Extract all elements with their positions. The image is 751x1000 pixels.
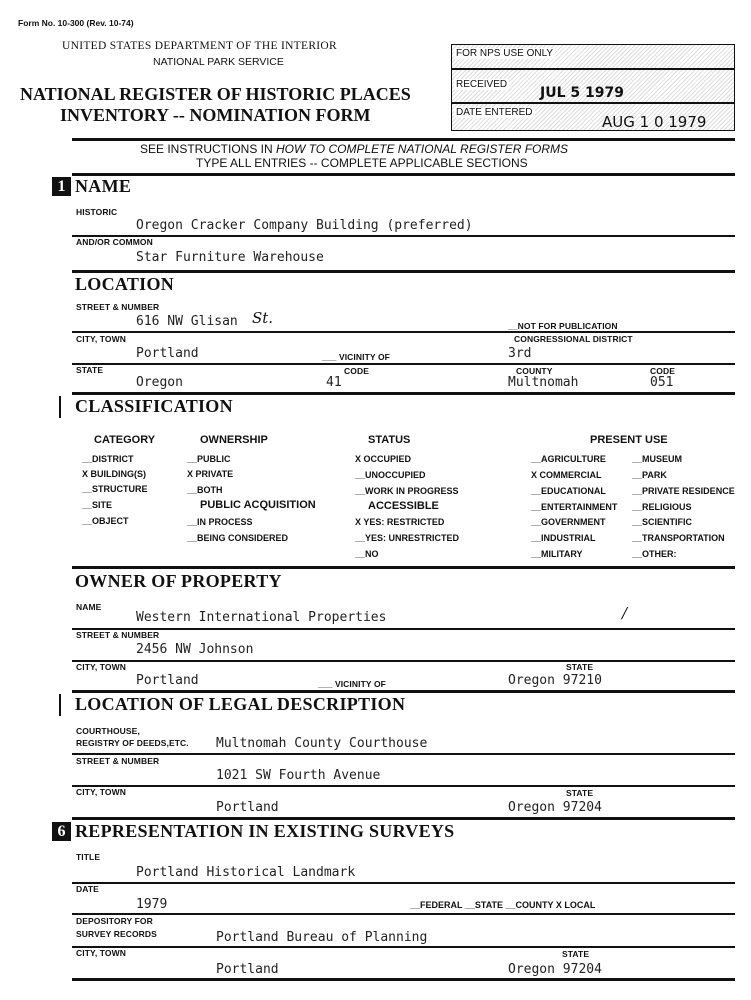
bottom-rule [72, 978, 735, 981]
survey-title-label: TITLE [76, 852, 101, 862]
rule [72, 628, 735, 630]
service: NATIONAL PARK SERVICE [153, 56, 284, 68]
survey-title-value: Portland Historical Landmark [136, 865, 356, 880]
section-title-location: LOCATION [75, 274, 175, 294]
section-title-surveys: REPRESENTATION IN EXISTING SURVEYS [75, 821, 455, 841]
owner-street-label: STREET & NUMBER [76, 630, 160, 640]
street-label: STREET & NUMBER [76, 302, 160, 312]
use-agriculture[interactable]: __AGRICULTURE [531, 454, 606, 464]
category-district[interactable]: __DISTRICT [82, 454, 134, 464]
received-label: RECEIVED [456, 79, 508, 90]
section-title-name: NAME [75, 176, 132, 196]
use-park[interactable]: __PARK [632, 470, 667, 480]
city-label: CITY, TOWN [76, 334, 126, 344]
status-occupied[interactable]: X OCCUPIED [355, 454, 412, 464]
section-rule [72, 173, 735, 176]
rule [72, 882, 735, 884]
rule [72, 913, 735, 915]
section-rule [72, 817, 735, 820]
legal-street-value: 1021 SW Fourth Avenue [216, 768, 381, 783]
owner-state-label: STATE [566, 662, 594, 672]
city-value: Portland [136, 346, 199, 361]
survey-city-label: CITY, TOWN [76, 948, 126, 958]
courthouse-label-2: REGISTRY OF DEEDS,ETC. [76, 738, 189, 748]
use-government[interactable]: __GOVERNMENT [531, 517, 606, 527]
survey-levels[interactable]: __FEDERAL __STATE __COUNTY X LOCAL [410, 900, 596, 910]
use-transportation[interactable]: __TRANSPORTATION [632, 533, 725, 543]
owner-name-value: Western International Properties [136, 610, 387, 625]
use-military[interactable]: __MILITARY [531, 549, 583, 559]
use-entertainment[interactable]: __ENTERTAINMENT [531, 502, 618, 512]
county-value: Multnomah [508, 375, 579, 390]
survey-state-value: Oregon 97204 [508, 962, 602, 977]
section-number-badge: 1 [52, 177, 71, 196]
nps-use-box [451, 44, 735, 131]
survey-date-value: 1979 [136, 897, 168, 912]
rule [72, 946, 735, 948]
category-site[interactable]: __SITE [82, 500, 113, 510]
status-work-in-progress[interactable]: __WORK IN PROGRESS [355, 486, 459, 496]
accessible-no[interactable]: __NO [355, 549, 379, 559]
street-value: 616 NW Glisan [136, 314, 238, 329]
owner-name-mark: / [622, 604, 628, 622]
street-handwritten: St. [252, 309, 274, 327]
accessible-heading: ACCESSIBLE [368, 500, 439, 512]
historic-label: HISTORIC [76, 207, 118, 217]
ownership-private[interactable]: X PRIVATE [187, 469, 234, 479]
section-rule [72, 392, 735, 395]
survey-state-label: STATE [562, 949, 590, 959]
rule [72, 235, 735, 237]
code-label: CODE [344, 366, 369, 376]
category-building[interactable]: X BUILDING(S) [82, 469, 146, 479]
present-use-heading: PRESENT USE [590, 434, 668, 446]
instructions-rule [72, 138, 735, 141]
county-label: COUNTY [516, 366, 553, 376]
owner-street-value: 2456 NW Johnson [136, 642, 254, 657]
instructions-line1: SEE INSTRUCTIONS IN HOW TO COMPLETE NATIONAL REGISTER FORMS [140, 142, 569, 156]
use-scientific[interactable]: __SCIENTIFIC [632, 517, 693, 527]
owner-city-value: Portland [136, 673, 199, 688]
category-heading: CATEGORY [94, 434, 156, 446]
section-title-owner: OWNER OF PROPERTY [75, 571, 282, 591]
accessible-unrestricted[interactable]: __YES: UNRESTRICTED [355, 533, 460, 543]
rule [72, 363, 735, 365]
owner-state-value: Oregon 97210 [508, 673, 602, 688]
county-code-value: 051 [650, 375, 674, 390]
use-private-residence[interactable]: __PRIVATE RESIDENCE [632, 486, 735, 496]
survey-city-value: Portland [216, 962, 279, 977]
congressional-value: 3rd [508, 346, 532, 361]
acquisition-being-considered[interactable]: __BEING CONSIDERED [187, 533, 289, 543]
margin-mark [59, 694, 61, 716]
date-entered-stamp: AUG 1 0 1979 [602, 113, 707, 131]
status-heading: STATUS [368, 434, 411, 446]
common-value: Star Furniture Warehouse [136, 250, 324, 265]
received-stamp: JUL 5 1979 [540, 85, 624, 101]
nps-heading: FOR NPS USE ONLY [456, 48, 554, 59]
section-title-classification: CLASSIFICATION [75, 396, 233, 416]
legal-state-label: STATE [566, 788, 594, 798]
nps-divider-1 [452, 68, 734, 70]
legal-street-label: STREET & NUMBER [76, 756, 160, 766]
margin-mark [59, 396, 61, 418]
depository-label-2: SURVEY RECORDS [76, 929, 157, 939]
category-object[interactable]: __OBJECT [82, 516, 129, 526]
legal-state-value: Oregon 97204 [508, 800, 602, 815]
section-title-legal: LOCATION OF LEGAL DESCRIPTION [75, 694, 406, 714]
department: UNITED STATES DEPARTMENT OF THE INTERIOR [62, 40, 338, 52]
use-religious[interactable]: __RELIGIOUS [632, 502, 692, 512]
courthouse-label-1: COURTHOUSE, [76, 726, 140, 736]
use-industrial[interactable]: __INDUSTRIAL [531, 533, 596, 543]
ownership-public[interactable]: __PUBLIC [187, 454, 231, 464]
depository-label-1: DEPOSITORY FOR [76, 916, 153, 926]
ownership-heading: OWNERSHIP [200, 434, 268, 446]
courthouse-value: Multnomah County Courthouse [216, 736, 428, 751]
owner-vicinity: ___ VICINITY OF [318, 679, 386, 689]
county-code-label: CODE [650, 366, 675, 376]
rule [72, 785, 735, 787]
accessible-restricted[interactable]: X YES: RESTRICTED [355, 517, 445, 527]
state-value: Oregon [136, 375, 183, 390]
common-label: AND/OR COMMON [76, 237, 153, 247]
legal-city-label: CITY, TOWN [76, 787, 126, 797]
rule [72, 753, 735, 755]
rule [72, 660, 735, 662]
nps-divider-2 [452, 102, 734, 104]
form-title-line1: NATIONAL REGISTER OF HISTORIC PLACES [20, 84, 411, 104]
rule [72, 331, 735, 333]
section-rule [72, 566, 735, 569]
not-for-publication: __NOT FOR PUBLICATION [508, 321, 618, 331]
section-rule [72, 690, 735, 693]
form-title-line2: INVENTORY -- NOMINATION FORM [60, 105, 371, 125]
survey-date-label: DATE [76, 884, 99, 894]
date-entered-label: DATE ENTERED [456, 107, 533, 118]
use-other[interactable]: __OTHER: [632, 549, 677, 559]
owner-name-label: NAME [76, 602, 102, 612]
owner-city-label: CITY, TOWN [76, 662, 126, 672]
use-educational[interactable]: __EDUCATIONAL [531, 486, 606, 496]
instructions-line2: TYPE ALL ENTRIES -- COMPLETE APPLICABLE SECTIONS [196, 156, 528, 170]
congressional-label: CONGRESSIONAL DISTRICT [514, 334, 633, 344]
category-structure[interactable]: __STRUCTURE [82, 484, 148, 494]
acquisition-heading: PUBLIC ACQUISITION [200, 499, 316, 511]
form-number: Form No. 10-300 (Rev. 10-74) [18, 18, 134, 28]
acquisition-in-process[interactable]: __IN PROCESS [187, 517, 253, 527]
depository-value: Portland Bureau of Planning [216, 930, 428, 945]
use-museum[interactable]: __MUSEUM [632, 454, 683, 464]
section-number-badge: 6 [52, 822, 71, 841]
section-rule [72, 270, 735, 273]
state-label: STATE [76, 365, 104, 375]
use-commercial[interactable]: X COMMERCIAL [531, 470, 602, 480]
status-unoccupied[interactable]: __UNOCCUPIED [355, 470, 426, 480]
ownership-both[interactable]: __BOTH [187, 485, 223, 495]
historic-value: Oregon Cracker Company Building (preferred) [136, 218, 473, 233]
code-value: 41 [326, 375, 342, 390]
vicinity: ___ VICINITY OF [322, 352, 390, 362]
legal-city-value: Portland [216, 800, 279, 815]
